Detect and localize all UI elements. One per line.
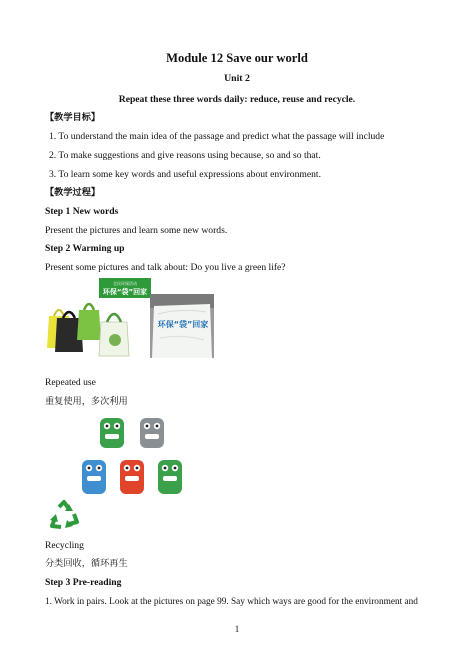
repeated-use-cn-label: 重复使用，多次利用 bbox=[45, 396, 128, 407]
page-number: 1 bbox=[234, 624, 240, 634]
eco-bags-image bbox=[45, 276, 157, 358]
objectives-heading: 【教学目标】 bbox=[45, 112, 101, 123]
step1-text: Present the pictures and learn some new words. bbox=[45, 225, 228, 236]
objective-item: 3. To learn some key words and useful expressions about environment. bbox=[49, 169, 321, 180]
bin-icon bbox=[100, 418, 124, 448]
unit-label: Unit 2 bbox=[224, 73, 250, 84]
recycling-label: Recycling bbox=[45, 540, 84, 551]
bag-banner-small-text: 全民环保活动 bbox=[113, 281, 137, 286]
eco-bag-photo bbox=[150, 294, 214, 358]
bin-icon bbox=[120, 460, 144, 494]
bin-icon bbox=[140, 418, 164, 448]
recycling-bins-image bbox=[80, 412, 190, 502]
bag-photo-text: 环保“袋”回家 bbox=[157, 320, 209, 329]
recycling-cn-label: 分类回收，循环再生 bbox=[45, 558, 128, 569]
objective-item: 1. To understand the main idea of the passage and predict what the passage will include bbox=[49, 131, 385, 142]
bin-icon bbox=[82, 460, 106, 494]
objective-item: 2. To make suggestions and give reasons using because, so and so that. bbox=[49, 150, 321, 161]
recycle-icon bbox=[46, 498, 82, 534]
lesson-subtitle: Repeat these three words daily: reduce, reuse and recycle. bbox=[118, 94, 356, 105]
step2-heading: Step 2 Warming up bbox=[45, 243, 125, 254]
bin-icon bbox=[158, 460, 182, 494]
step3-text: 1. Work in pairs. Look at the pictures on page 99. Say which ways are good for the environment and bbox=[45, 597, 418, 607]
bag-banner-text: 环保“袋”回家 bbox=[102, 288, 148, 296]
repeated-use-label: Repeated use bbox=[45, 377, 96, 388]
process-heading: 【教学过程】 bbox=[45, 187, 101, 198]
page-title: Module 12 Save our world bbox=[166, 51, 308, 65]
step2-text: Present some pictures and talk about: Do you live a green life? bbox=[45, 262, 286, 273]
step3-heading: Step 3 Pre-reading bbox=[45, 577, 122, 588]
step1-heading: Step 1 New words bbox=[45, 206, 119, 217]
